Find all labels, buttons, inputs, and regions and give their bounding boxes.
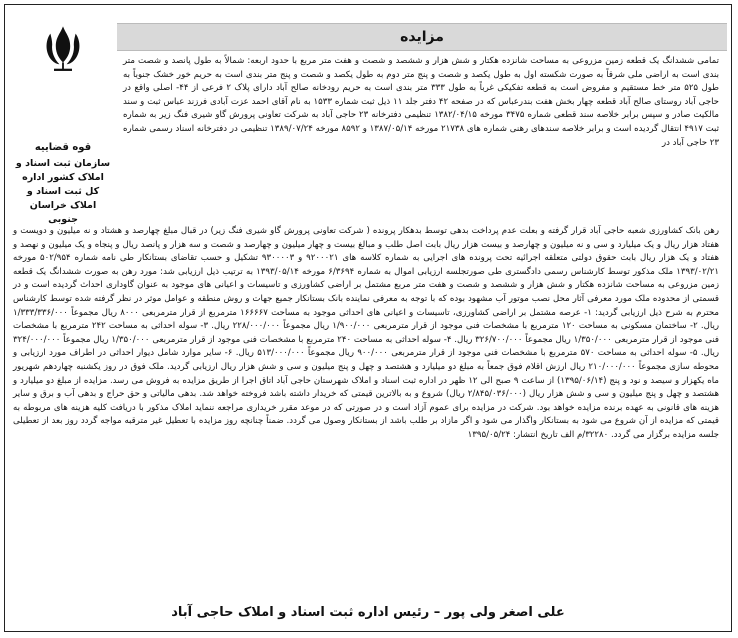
auction-notice: [4, 4, 732, 632]
signature-line: علی اصغر ولی پور – رئیس اداره ثبت اسناد و املاک حاجی آباد: [171, 605, 565, 620]
notice-title: مزایده: [400, 29, 444, 45]
notice-body-lower: رهن بانک کشاورزی شعبه حاجی آباد قرار گرفته و بعلت عدم پرداخت بدهی توسط بدهکار پرونده ( شرکت تعاونی پرورش گاو شیری فنگ زیر) در قبال مبلغ چهارصد و هشتاد و نه میلیون و دویست و هفتاد هزار ریال و یک میلیارد و سی و نه میلیون و چهارصد و بیست هزار ریال بابت اصل طلب و مبالغ بیست و چهار میلیون و چهارصد و شصت و سه هزار و پانصد ریال و پنجاه و یک میلیون و نهصد و هفتاد و یک هزار ریال بابت حقوق دولتی متعلقه اجرائیه تحت پرونده های اجرایی به شماره کلاسه های ۹۲۰۰۰۲۱ و ۹۳۰۰۰۰۳ تشکیل و حسب تقاضای بستانکار طی نامه شماره ۵۰۲/۹۵۴ مورخه ۱۳۹۳/۰۲/۲۱ ملک مذکور توسط کارشناس رسمی دادگستری طی صورتجلسه ارزیابی اموال به شماره ۶/۳۶۹۴ مورخه ۱۳۹۳/۰۵/۱۴ به ترتیب ذیل ارزیابی شد: مورد رهن به صورت ششدانگ یک قطعه زمین مزروعی به مساحت شانزده هکتار و شش هزار و ششصد و شصت و هفت متر مربع مشتمل بر اراضی کشاورزی و تاسیسات و اعیانی های موجود به عنوان گاوداری احداث گردیده است و در قسمتی از محدوده ملک مورد معرفی آثار محل نصب موتور آب مشهود بوده که با توجه به معرفی نماینده بانک بستانکار جمیع جهات و روش منطقه و عوامل موثر در نظر گرفته شده توسط کارشناس محترم به شرح ذیل ارزیابی گردید: ۱- عرصه مشتمل بر اراضی کشاورزی، تاسیسات و اعیانی های احداثی موجود به مساحت ۱۶۶۶۶۷ مترمربع از قرار مترمربعی ۸۰۰۰ ریال مجموعاً ۱/۳۳۳/۳۳۶/۰۰۰ ریال. ۲- ساختمان مسکونی به مساحت ۱۲۰ مترمربع با مشخصات فنی موجود از قرار مترمربعی ۱/۹۰۰/۰۰۰ ریال مجموعاً ۲۲۸/۰۰۰/۰۰۰ ریال. ۳- سوله احداثی به مساحت ۲۴۲ مترمربع با مشخصات فنی موجود از قرار مترمربعی ۱/۳۵۰/۰۰۰ ریال مجموعاً ۳۲۶/۷۰۰/۰۰۰ ریال. ۴- سوله احداثی به مساحت ۲۴۰ مترمربع با مشخصات فنی موجود از قرار مترمربعی ۱/۳۵۰/۰۰۰ ریال مجموعاً ۳۲۴/۰۰۰/۰۰۰ ریال. ۵- سوله احداثی به مساحت ۵۷۰ مترمربع با مشخصات فنی موجود از قرار مترمربعی ۹۰۰/۰۰۰ ریال مجموعاً ۵۱۳/۰۰۰/۰۰۰ ریال. ۶- سایر موارد شامل دیوار احداثی در اطراف مورد ارزیابی و محوطه سازی مجموعاً ۲۱۰/۰۰۰/۰۰۰ ریال ارزش اقلام فوق جمعاً به مبلغ دو میلیارد و هشتصد و چهل و پنج میلیون و سی و شش هزار ریال ارزیابی گردید. ملک فوق در روز یکشنبه چهاردهم شهریور ماه یکهزار و سیصد و نود و پنج (۱۳۹۵/۰۶/۱۴) از ساعت ۹ صبح الی ۱۲ ظهر در اداره ثبت اسناد و املاک شهرستان حاجی آباد اتاق اجرا از طریق مزایده به فروش می رسد. مزایده از مبلغ دو میلیارد و هشتصد و چهل و پنج میلیون و سی و شش هزار ریال (۲/۸۴۵/۰۳۶/۰۰۰ ریال) شروع و به بالاترین قیمتی که خریدار داشته باشد فروخته خواهد شد. بدهی مالیاتی و حق حراج و بدهی آب و برق و سایر هزینه های قانونی به عهده برنده مزایده خواهد بود. شرکت در مزایده برای عموم آزاد است و در صورتی که در موعد مقرر خریداری مراجعه ننماید املاک مذکور با دریافت کلیه هزینه های مربوطه به قیمتی که مزایده از آن شروع می شود به بستانکار واگذار می شود و اگر مازاد بر طلب باشد از بستانکار وصول می گردد. ضمناً چنانچه روز مزایده با تعطیل غیر مترقبه مواجه گردد روز بعد از تعطیلی جلسه مزایده برگزار می گردد. ۳۲۲۸۰/م الف تاریخ انتشار: ۱۳۹۵/۰۵/۲۴: [13, 226, 720, 440]
organization-label: سازمان ثبت اسناد و املاک کشور اداره کل ثبت اسناد و املاک خراسان جنوبی: [15, 158, 111, 225]
title-bar: [117, 23, 727, 51]
iran-emblem-icon: [36, 21, 90, 75]
header-emblem-block: [13, 15, 113, 225]
judiciary-label: قوه قضاییه: [34, 142, 92, 153]
notice-body-upper: تمامی ششدانگ یک قطعه زمین مزروعی به مساحت شانزده هکتار و شش هزار و ششصد و شصت و هفت متر مربع با حدود اربعه: شمالاً به طول پانصد و شصت متر بندی است به اراضی ملی شرقاً به صورت شکسته اول به طول یکصد و شصت و پنج متر دوم به طول یکصد و شصت و پنج متر بندی است به حریم خور خشک جنوباً به طول ۵۲۵ متر خط مستقیم و مفروض است به قطعه تفکیکی غرباً به طول ۳۳۳ متر بندی است به حریم رودخانه صالح آباد دارای پلاک ۲ فرعی از ۴۴- اصلی واقع در حاجی آباد روستای صالح آباد قطعه چهار بخش هفت بندرعباس که در صفحه ۴۲ دفتر جلد ۱۱ ذیل ثبت شماره ۱۵۳۳ به نام آقای احمد عزت آبادی فرزند عباس ثبت و سند مالکیت صادر و سپس برابر خلاصه سند قطعی شماره ۳۴۷۵ مورخه ۱۳۸۲/۰۴/۱۵ تنظیمی دفترخانه ۲۳ حاجی آباد به شرکت تعاونی پرورش گاو شیری فنگ زیر به شماره ثبت ۴۹۱۷ انتقال گردیده است و برابر خلاصه سندهای رهنی شماره های ۲۱۷۳۸ مورخه ۱۳۸۷/۰۵/۱۴ و ۸۵۹۲ مورخه ۱۳۸۹/۰۷/۲۴ تنظیمی در دفترخانه اسناد رسمی شماره ۲۳ حاجی آباد در: [123, 56, 720, 148]
